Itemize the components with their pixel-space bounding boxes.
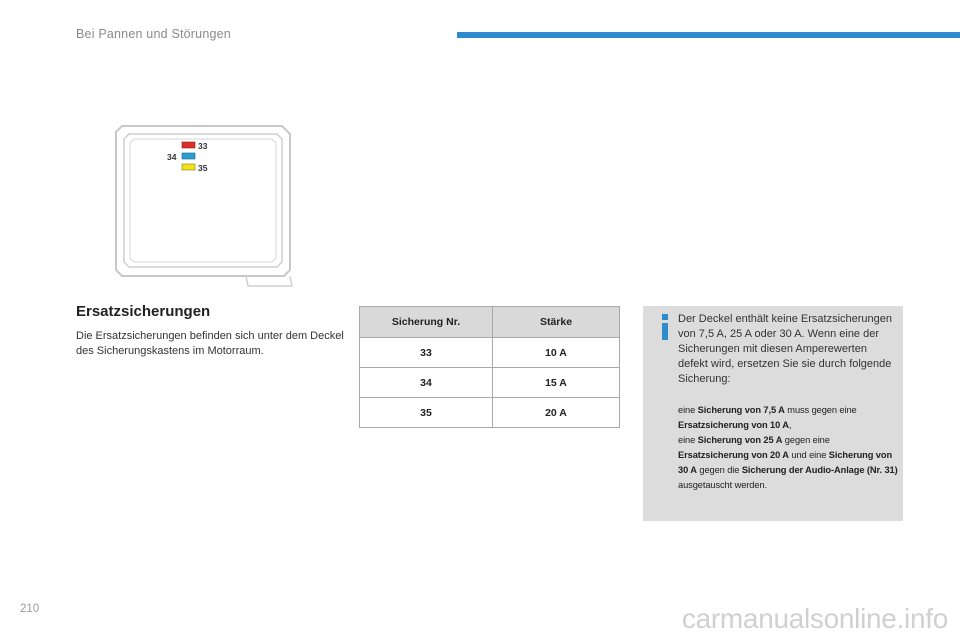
info-detail-text [678, 403, 900, 493]
fuse-35 [182, 164, 195, 170]
table-cell: 20 A [493, 398, 620, 428]
info-main-text: Der Deckel enthält keine Ersatzsicherungen von 7,5 A, 25 A oder 30 A. Wenn eine der Sicherungen mit diesen Amperewerten defekt wird, ersetzen Sie sie durch folgende Sicherung: [678, 313, 893, 385]
fuse-box-diagram [112, 120, 297, 292]
fuse-label-35: 35 [198, 163, 208, 173]
watermark: carmanualsonline.info [681, 603, 948, 634]
info-icon [659, 314, 673, 340]
section-text: Die Ersatzsicherungen befinden sich unter dem Deckel des Sicherungskastens im Motorraum. [76, 330, 344, 357]
info-emphasis: Ersatzsicherung von 20 A [678, 450, 789, 460]
fuse-table [359, 306, 620, 428]
info-box [643, 306, 903, 521]
info-text: muss gegen eine [784, 405, 857, 415]
table-row [360, 368, 620, 398]
info-text: ausgetauscht werden. [678, 480, 767, 490]
table-cell: 34 [360, 368, 493, 398]
fuse-33 [182, 142, 195, 148]
fuse-label-34: 34 [167, 152, 177, 162]
info-emphasis: Sicherung der Audio-Anlage (Nr. 31) [741, 465, 898, 475]
table-row [360, 398, 620, 428]
info-text: gegen die [696, 465, 742, 475]
table-cell: 10 A [493, 338, 620, 368]
table-row [360, 338, 620, 368]
table-header-cell: Stärke [493, 307, 620, 338]
page-number: 210 [20, 603, 40, 615]
fuse-label-33: 33 [198, 141, 208, 151]
page-header-title: Bei Pannen und Störungen [76, 27, 231, 41]
header-accent-bar [457, 32, 960, 38]
info-text: gegen eine [782, 435, 830, 445]
table-cell: 33 [360, 338, 493, 368]
info-emphasis: Ersatzsicherung von 10 A [678, 420, 789, 430]
table-cell: 15 A [493, 368, 620, 398]
section-title: Ersatzsicherungen [76, 303, 211, 320]
table-header-cell: Sicherung Nr. [360, 307, 493, 338]
info-text: und eine [788, 450, 829, 460]
info-emphasis: Sicherung von 30 A [678, 450, 893, 475]
info-text: eine [678, 435, 698, 445]
table-header-row [360, 307, 620, 338]
info-emphasis: Sicherung von 7,5 A [697, 405, 785, 415]
table-cell: 35 [360, 398, 493, 428]
fuse-34 [182, 153, 195, 159]
info-text: eine [678, 405, 698, 415]
info-emphasis: Sicherung von 25 A [697, 435, 783, 445]
info-text: , [788, 420, 792, 430]
